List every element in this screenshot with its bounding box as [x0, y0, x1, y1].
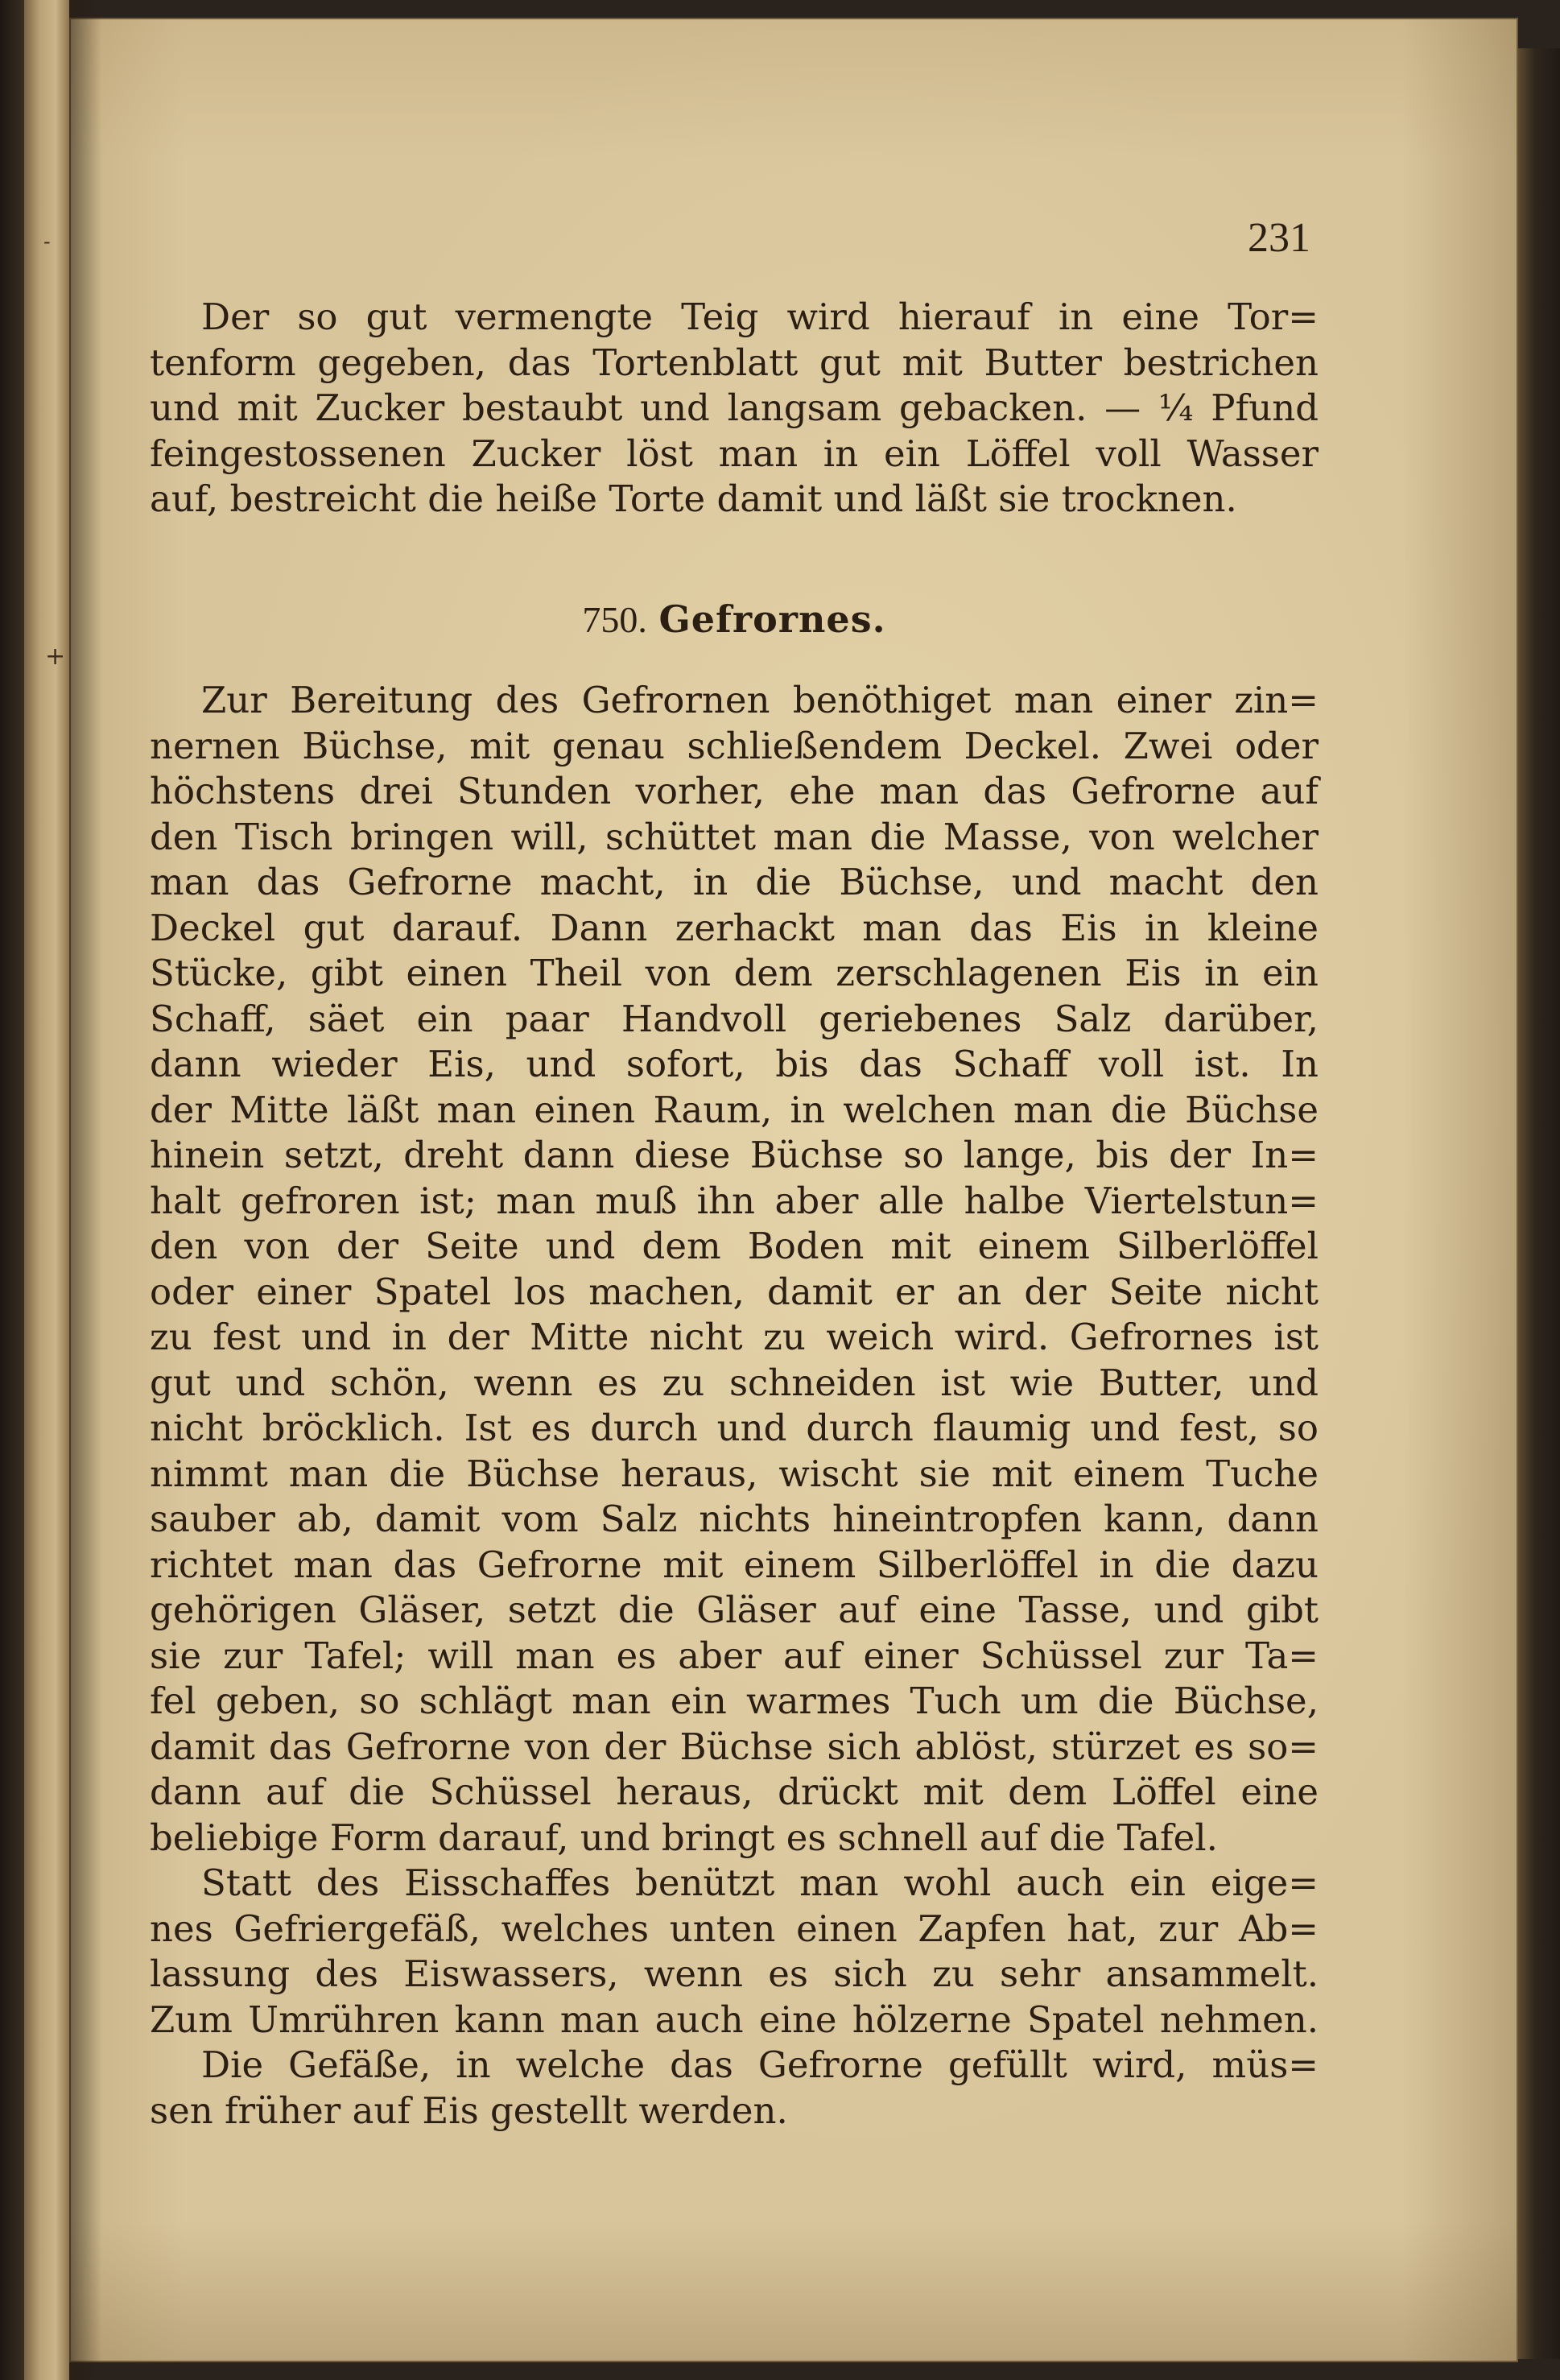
- text-line: höchstens drei Stunden vorher, ehe man das Gefrorne auf: [150, 770, 1319, 812]
- recipe-title: Gefrornes.: [658, 597, 886, 641]
- text-line: Zum Umrühren kann man auch eine hölzerne Spatel nehmen.: [150, 1998, 1319, 2041]
- text-line: nernen Büchse, mit genau schließendem Deckel. Zwei oder: [150, 724, 1319, 767]
- text-line: nes Gefriergefäß, welches unten einen Zapfen hat, zur Ab=: [150, 1907, 1319, 1950]
- text-line: Der so gut vermengte Teig wird hierauf in eine Tor=: [201, 295, 1319, 338]
- text-line: damit das Gefrorne von der Büchse sich ablöst, stürzet es so=: [150, 1725, 1319, 1768]
- text-line: Statt des Eisschaffes benützt man wohl auch ein eige=: [201, 1861, 1319, 1904]
- right-page-edge: [1518, 48, 1560, 2359]
- text-line: zu fest und in der Mitte nicht zu weich wird. Gefrornes ist: [150, 1316, 1319, 1358]
- page-number: 231: [1248, 215, 1310, 261]
- text-line: auf, bestreicht die heiße Torte damit und läßt sie trocknen.: [150, 477, 1237, 520]
- text-line: den von der Seite und dem Boden mit einem Silberlöffel: [150, 1225, 1319, 1267]
- text-line: lassung des Eiswassers, wenn es sich zu sehr ansammelt.: [150, 1952, 1319, 1995]
- main-paragraph: [150, 678, 1319, 2134]
- text-line: tenform gegeben, das Tortenblatt gut mit Butter bestrichen: [150, 341, 1319, 384]
- margin-mark-dash: -: [43, 230, 51, 253]
- text-line: fel geben, so schlägt man ein warmes Tuch um die Büchse,: [150, 1680, 1319, 1722]
- text-line: der Mitte läßt man einen Raum, in welchen man die Büchse: [150, 1088, 1319, 1131]
- text-line: sauber ab, damit vom Salz nichts hineintropfen kann, dann: [150, 1498, 1319, 1540]
- text-line: richtet man das Gefrorne mit einem Silberlöffel in die dazu: [150, 1543, 1319, 1586]
- text-line: Deckel gut darauf. Dann zerhackt man das Eis in kleine: [150, 906, 1319, 949]
- binding-shadow: [0, 0, 24, 2380]
- text-line: beliebige Form darauf, und bringt es schnell auf die Tafel.: [150, 1816, 1218, 1859]
- text-line: den Tisch bringen will, schüttet man die Masse, von welcher: [150, 815, 1319, 858]
- text-line: Stücke, gibt einen Theil von dem zerschlagenen Eis in ein: [150, 952, 1319, 994]
- text-line: dann wieder Eis, und sofort, bis das Schaff voll ist. In: [150, 1043, 1319, 1085]
- intro-paragraph: [150, 295, 1319, 523]
- text-line: sie zur Tafel; will man es aber auf einer Schüssel zur Ta=: [150, 1634, 1319, 1677]
- recipe-heading: [150, 597, 1319, 641]
- text-line: gut und schön, wenn es zu schneiden ist wie Butter, und: [150, 1361, 1319, 1404]
- text-line: und mit Zucker bestaubt und langsam gebacken. — ¼ Pfund: [150, 386, 1319, 429]
- text-line: Die Gefäße, in welche das Gefrorne gefüllt wird, müs=: [201, 2043, 1319, 2086]
- previous-page-edge: [24, 0, 69, 2380]
- text-line: hinein setzt, dreht dann diese Büchse so lange, bis der In=: [150, 1134, 1319, 1176]
- margin-mark-plus: +: [45, 643, 66, 671]
- text-line: feingestossenen Zucker löst man in ein Löffel voll Wasser: [150, 432, 1319, 475]
- text-line: nimmt man die Büchse heraus, wischt sie mit einem Tuche: [150, 1452, 1319, 1495]
- text-line: dann auf die Schüssel heraus, drückt mit dem Löffel eine: [150, 1771, 1319, 1813]
- text-line: Zur Bereitung des Gefrornen benöthiget man einer zin=: [201, 679, 1319, 721]
- text-line: sen früher auf Eis gestellt werden.: [150, 2089, 788, 2132]
- text-line: nicht bröcklich. Ist es durch und durch flaumig und fest, so: [150, 1407, 1319, 1449]
- text-line: halt gefroren ist; man muß ihn aber alle halbe Viertelstun=: [150, 1179, 1319, 1222]
- text-line: man das Gefrorne macht, in die Büchse, und macht den: [150, 861, 1319, 903]
- text-line: gehörigen Gläser, setzt die Gläser auf eine Tasse, und gibt: [150, 1589, 1319, 1631]
- text-line: Schaff, säet ein paar Handvoll geriebenes Salz darüber,: [150, 997, 1319, 1040]
- text-line: oder einer Spatel los machen, damit er an der Seite nicht: [150, 1270, 1319, 1313]
- gutter-shade: [69, 0, 101, 2380]
- recipe-number: 750.: [582, 599, 647, 640]
